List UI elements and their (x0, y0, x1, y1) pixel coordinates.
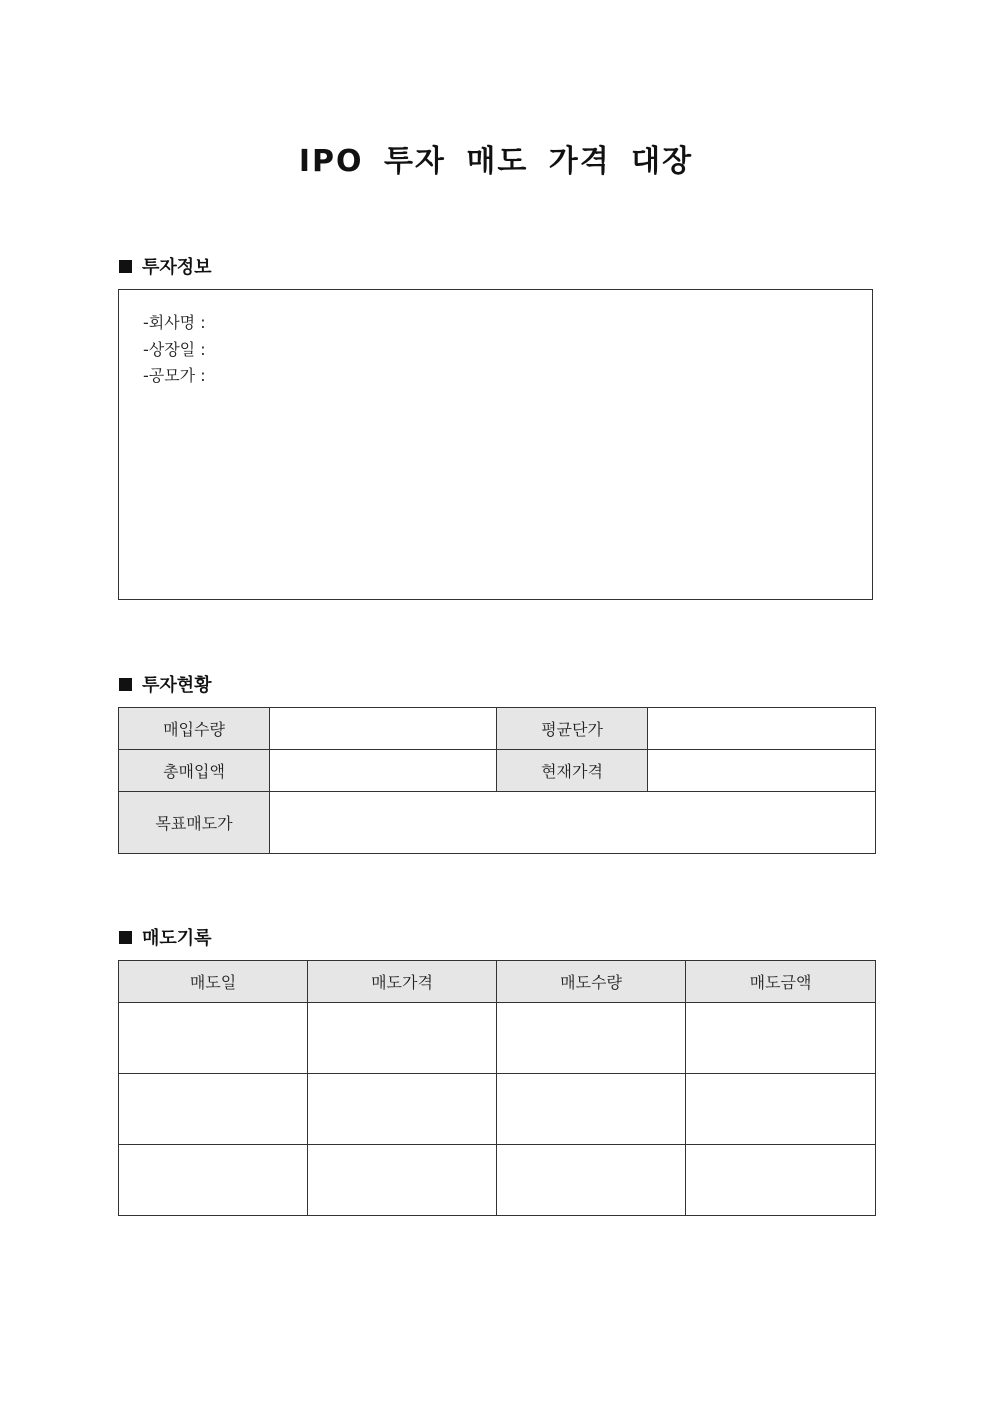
sale-date-cell[interactable] (119, 1145, 308, 1216)
sale-date-cell[interactable] (119, 1074, 308, 1145)
table-row (119, 1003, 876, 1074)
sale-price-cell[interactable] (308, 1003, 497, 1074)
sales-record-table (118, 960, 876, 1216)
investment-status-table (118, 707, 876, 854)
column-header-sale-date: 매도일 (119, 961, 308, 1003)
column-header-sale-price: 매도가격 (308, 961, 497, 1003)
total-purchase-label: 총매입액 (119, 750, 270, 792)
sale-amount-cell[interactable] (686, 1145, 876, 1216)
sale-qty-cell[interactable] (497, 1003, 686, 1074)
section-heading-investment-status (119, 671, 212, 697)
investment-info-box[interactable] (118, 289, 873, 600)
current-price-cell[interactable] (648, 750, 876, 792)
purchase-qty-label: 매입수량 (119, 708, 270, 750)
sale-price-cell[interactable] (308, 1145, 497, 1216)
sale-price-cell[interactable] (308, 1074, 497, 1145)
square-bullet-icon (119, 931, 132, 944)
sale-qty-cell[interactable] (497, 1145, 686, 1216)
sale-amount-cell[interactable] (686, 1074, 876, 1145)
section-title: 투자현황 (142, 675, 212, 696)
total-purchase-cell[interactable] (270, 750, 497, 792)
section-heading-investment-info (119, 253, 212, 279)
section-title: 매도기록 (142, 928, 212, 949)
sale-amount-cell[interactable] (686, 1003, 876, 1074)
avg-price-label: 평균단가 (497, 708, 648, 750)
section-title: 투자정보 (142, 257, 212, 278)
square-bullet-icon (119, 678, 132, 691)
company-name-line: -회사명 : (143, 313, 206, 332)
sale-date-cell[interactable] (119, 1003, 308, 1074)
table-row (119, 1074, 876, 1145)
listing-date-line: -상장일 : (143, 339, 206, 359)
target-price-label: 목표매도가 (119, 792, 270, 854)
target-price-cell[interactable] (270, 792, 876, 854)
section-heading-sales-record (119, 924, 212, 950)
column-header-sale-qty: 매도수량 (497, 961, 686, 1003)
column-header-sale-amount: 매도금액 (686, 961, 876, 1003)
page-title: IPO 투자 매도 가격 대장 (298, 144, 694, 179)
purchase-qty-cell[interactable] (270, 708, 497, 750)
offering-price-line: -공모가 : (143, 366, 206, 385)
avg-price-cell[interactable] (648, 708, 876, 750)
current-price-label: 현재가격 (497, 750, 648, 792)
sale-qty-cell[interactable] (497, 1074, 686, 1145)
square-bullet-icon (119, 260, 132, 273)
table-row (119, 1145, 876, 1216)
